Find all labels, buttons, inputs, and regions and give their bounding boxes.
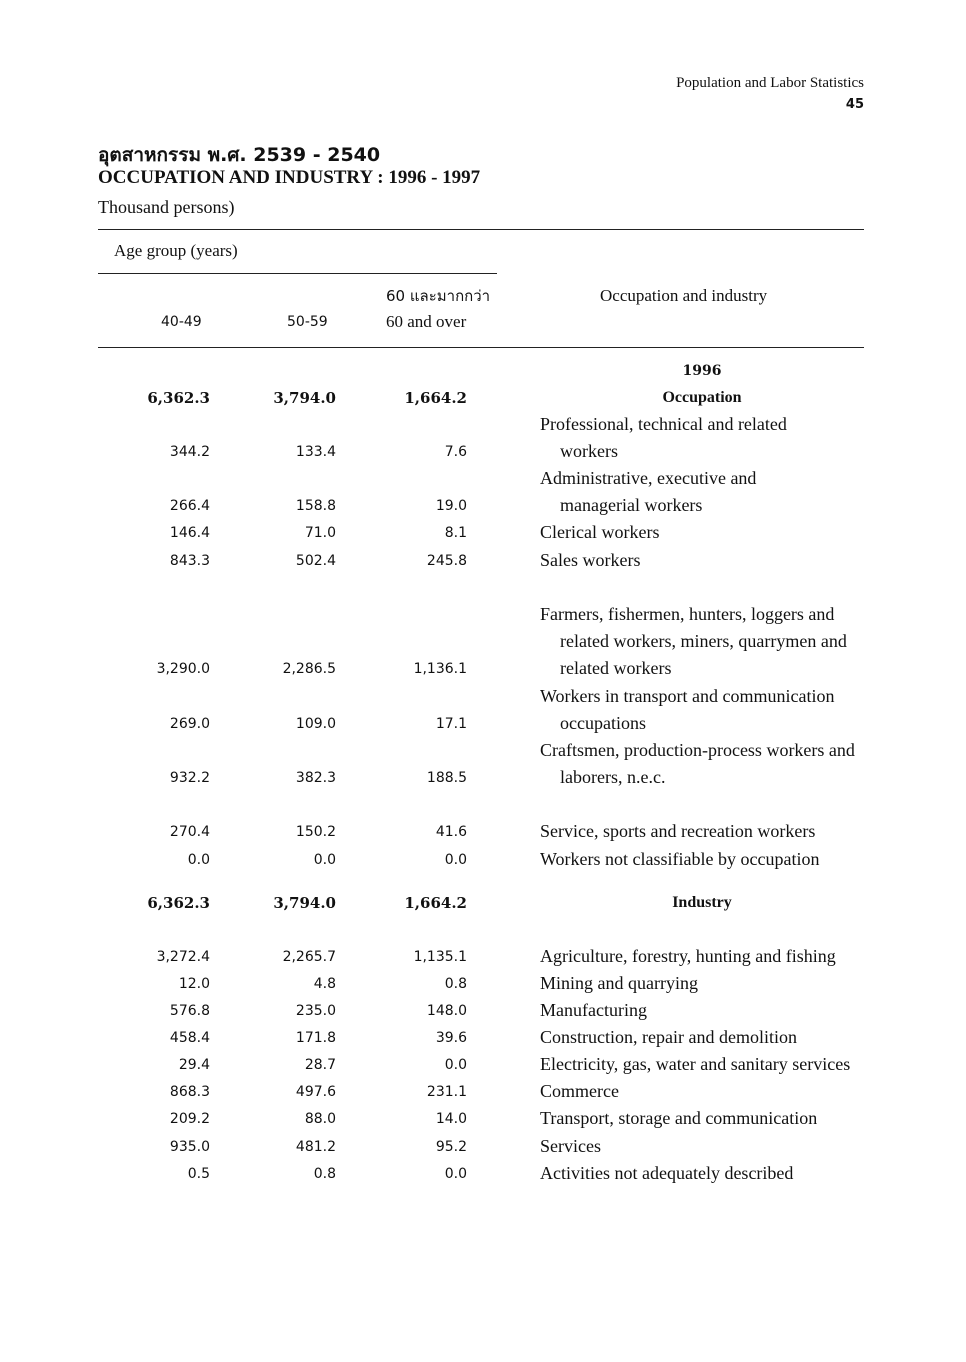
row-label: related workers	[560, 658, 672, 678]
occupation-total-50-59: 3,794.0	[273, 389, 336, 407]
cell-40-49: 266.4	[169, 498, 210, 514]
year-heading: 1996	[682, 363, 722, 379]
row-label: laborers, n.e.c.	[560, 767, 666, 787]
cell-60-over: 1,136.1	[413, 661, 467, 677]
cell-50-59: 109.0	[295, 716, 336, 732]
cell-60-over: 245.8	[426, 553, 467, 569]
cell-50-59: 2,286.5	[282, 661, 336, 677]
running-header: Population and Labor Statistics	[676, 75, 864, 91]
cell-60-over: 188.5	[426, 770, 467, 786]
cell-40-49: 29.4	[178, 1057, 210, 1073]
cell-60-over: 0.0	[444, 1057, 467, 1073]
cell-60-over: 0.8	[444, 976, 467, 992]
row-label: managerial workers	[560, 495, 703, 515]
cell-60-over: 7.6	[444, 444, 467, 460]
row-label: Construction, repair and demolition	[540, 1027, 797, 1047]
occupation-heading: Occupation	[662, 389, 742, 406]
cell-40-49: 12.0	[178, 976, 210, 992]
row-label: occupations	[560, 713, 646, 733]
cell-40-49: 458.4	[169, 1030, 210, 1046]
cell-40-49: 270.4	[169, 824, 210, 840]
cell-50-59: 382.3	[295, 770, 336, 786]
cell-60-over: 41.6	[435, 824, 467, 840]
row-label: Administrative, executive and	[540, 468, 757, 488]
table-head-rule	[98, 347, 864, 348]
row-label: Sales workers	[540, 550, 641, 570]
cell-40-49: 344.2	[169, 444, 210, 460]
cell-60-over: 0.0	[444, 852, 467, 868]
col3-header: 60 and over	[386, 312, 467, 331]
cell-40-49: 576.8	[169, 1003, 210, 1019]
cell-40-49: 269.0	[169, 716, 210, 732]
cell-50-59: 88.0	[304, 1111, 336, 1127]
age-group-rule	[98, 273, 497, 274]
cell-50-59: 481.2	[295, 1139, 336, 1155]
cell-50-59: 497.6	[295, 1084, 336, 1100]
cell-40-49: 209.2	[169, 1111, 210, 1127]
row-label: Workers not classifiable by occupation	[540, 849, 820, 869]
cell-50-59: 133.4	[295, 444, 336, 460]
cell-40-49: 3,272.4	[156, 949, 210, 965]
industry-total-50-59: 3,794.0	[273, 894, 336, 912]
page-number: 45	[845, 97, 864, 112]
cell-40-49: 932.2	[169, 770, 210, 786]
cell-40-49: 3,290.0	[156, 661, 210, 677]
row-label: Electricity, gas, water and sanitary services	[540, 1054, 851, 1074]
row-label: Manufacturing	[540, 1000, 647, 1020]
cell-50-59: 150.2	[295, 824, 336, 840]
industry-total-40-49: 6,362.3	[147, 894, 210, 912]
cell-40-49: 868.3	[169, 1084, 210, 1100]
col1-header: 40-49	[161, 314, 202, 330]
label-column-header: Occupation and industry	[600, 286, 768, 305]
cell-50-59: 2,265.7	[282, 949, 336, 965]
cell-60-over: 39.6	[435, 1030, 467, 1046]
row-label: Agriculture, forestry, hunting and fishing	[540, 946, 836, 966]
cell-60-over: 17.1	[435, 716, 467, 732]
row-label: related workers, miners, quarrymen and	[560, 631, 847, 651]
row-label: Farmers, fishermen, hunters, loggers and	[540, 604, 835, 624]
cell-50-59: 4.8	[313, 976, 336, 992]
row-label: Commerce	[540, 1081, 619, 1101]
occupation-total-40-49: 6,362.3	[147, 389, 210, 407]
age-group-header: Age group (years)	[114, 241, 238, 260]
cell-60-over: 14.0	[435, 1111, 467, 1127]
col3-header-thai: 60 และมากกว่า	[386, 287, 491, 305]
row-label: Professional, technical and related	[540, 414, 787, 434]
cell-50-59: 502.4	[295, 553, 336, 569]
row-label: Craftsmen, production-process workers and	[540, 740, 855, 760]
cell-60-over: 148.0	[426, 1003, 467, 1019]
table-title-thai: อุตสาหกรรม พ.ศ. 2539 - 2540	[98, 144, 381, 166]
row-label: Workers in transport and communication	[540, 686, 835, 706]
cell-50-59: 235.0	[295, 1003, 336, 1019]
cell-50-59: 0.8	[313, 1166, 336, 1182]
cell-40-49: 0.0	[187, 852, 210, 868]
row-label: Service, sports and recreation workers	[540, 821, 816, 841]
cell-60-over: 0.0	[444, 1166, 467, 1182]
cell-50-59: 71.0	[304, 525, 336, 541]
industry-heading: Industry	[672, 894, 732, 911]
cell-50-59: 0.0	[313, 852, 336, 868]
cell-60-over: 95.2	[435, 1139, 467, 1155]
cell-60-over: 19.0	[435, 498, 467, 514]
cell-40-49: 0.5	[187, 1166, 210, 1182]
cell-50-59: 28.7	[304, 1057, 336, 1073]
cell-60-over: 8.1	[444, 525, 467, 541]
col2-header: 50-59	[287, 314, 328, 330]
cell-40-49: 146.4	[169, 525, 210, 541]
table-unit: Thousand persons)	[98, 197, 235, 217]
cell-60-over: 231.1	[426, 1084, 467, 1100]
cell-60-over: 1,135.1	[413, 949, 467, 965]
cell-50-59: 171.8	[295, 1030, 336, 1046]
table-top-rule	[98, 229, 864, 230]
row-label: Services	[540, 1136, 601, 1156]
row-label: Mining and quarrying	[540, 973, 698, 993]
cell-50-59: 158.8	[295, 498, 336, 514]
row-label: workers	[560, 441, 618, 461]
table-title: OCCUPATION AND INDUSTRY : 1996 - 1997	[98, 167, 481, 188]
row-label: Clerical workers	[540, 522, 660, 542]
occupation-total-60-over: 1,664.2	[404, 389, 467, 407]
cell-40-49: 843.3	[169, 553, 210, 569]
cell-40-49: 935.0	[169, 1139, 210, 1155]
row-label: Transport, storage and communication	[540, 1108, 818, 1128]
row-label: Activities not adequately described	[540, 1163, 794, 1183]
industry-total-60-over: 1,664.2	[404, 894, 467, 912]
